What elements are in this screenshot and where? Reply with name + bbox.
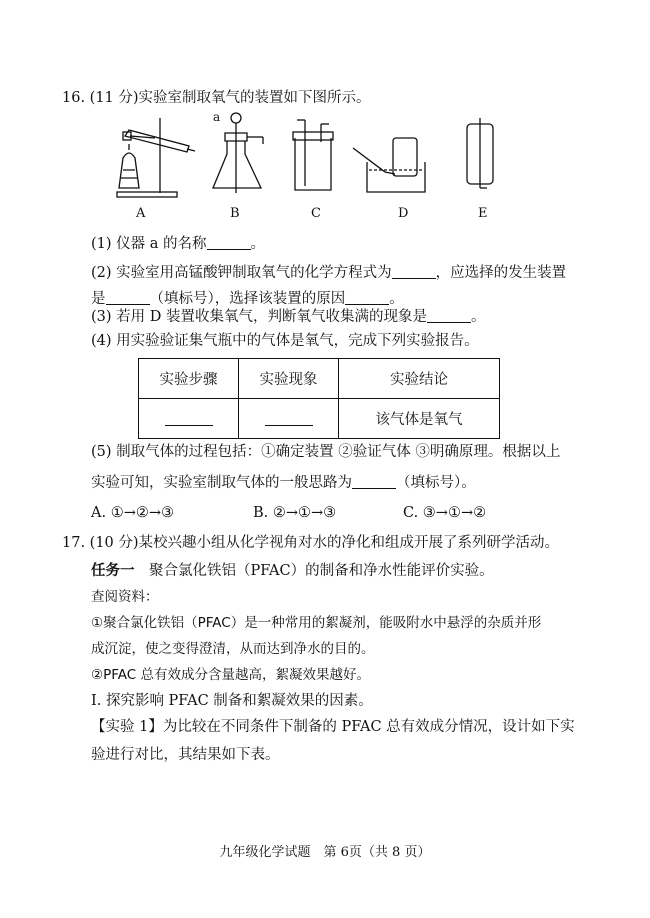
- apparatus-diagram: [95, 108, 515, 228]
- answer-blank[interactable]: [265, 409, 313, 426]
- option-c: C. ③→①→②: [403, 505, 487, 521]
- task-title: 聚合氯化铁铝（PFAC）的制备和净水性能评价实验。: [149, 563, 494, 579]
- label-d: D: [398, 206, 409, 221]
- answer-blank[interactable]: [345, 288, 389, 305]
- experiment-1: 【实验 1】为比较在不同条件下制备的 PFAC 总有效成分情况，设计如下实: [91, 719, 575, 735]
- q16-part5: (5) 制取气体的过程包括：①确定装置 ②验证气体 ③明确原理。根据以上: [91, 444, 561, 460]
- table-header: 实验现象: [239, 359, 339, 399]
- table-cell: [139, 399, 239, 439]
- answer-blank[interactable]: [352, 472, 396, 489]
- answer-blank[interactable]: [207, 233, 251, 250]
- answer-blank[interactable]: [165, 409, 213, 426]
- reference-item-1: ①聚合氯化铁铝（PFAC）是一种常用的絮凝剂，能吸附水中悬浮的杂质并形: [91, 615, 542, 631]
- option-a: A. ①→②→③: [91, 505, 174, 521]
- table-row: [139, 399, 500, 439]
- q17-header: 17. (10 分)某校兴趣小组从化学视角对水的净化和组成开展了系列研学活动。: [62, 535, 560, 551]
- answer-blank[interactable]: [427, 306, 471, 323]
- answer-blank[interactable]: [106, 288, 150, 305]
- q16-part2-cont: 是 （填标号），选择该装置的原因 。: [91, 288, 404, 309]
- table-cell: [239, 399, 339, 439]
- reference-title: 查阅资料：: [91, 589, 159, 605]
- section-one: I. 探究影响 PFAC 制备和絮凝效果的因素。: [91, 693, 373, 709]
- apparatus-e-icon: [467, 118, 493, 188]
- experiment-1-cont: 验进行对比，其结果如下表。: [91, 747, 280, 763]
- q16-header: 16. (11 分)实验室制取氧气的装置如下图所示。: [62, 90, 371, 106]
- q16-part4: (4) 用实验验证集气瓶中的气体是氧气，完成下列实验报告。: [91, 333, 479, 349]
- task-label: 任务一: [91, 562, 135, 579]
- apparatus-b-icon: [213, 113, 263, 193]
- table-header: 实验步骤: [139, 359, 239, 399]
- q16-part3: (3) 若用 D 装置收集氧气，判断氧气收集满的现象是 。: [91, 306, 486, 327]
- option-b: B. ②→①→③: [253, 505, 337, 521]
- apparatus-d-icon: [353, 138, 425, 192]
- task-one: [91, 561, 494, 581]
- table-header-row: [139, 359, 500, 399]
- label-a: A: [136, 206, 146, 221]
- apparatus-a-icon: [117, 118, 195, 197]
- q16-part2: (2) 实验室用高锰酸钾制取氧气的化学方程式为 ，应选择的发生装置: [91, 262, 566, 283]
- q16-part1: (1) 仪器 a 的名称 。: [91, 233, 265, 254]
- label-b: B: [230, 206, 240, 221]
- page-footer: 九年级化学试题 第 6页（共 8 页）: [219, 845, 431, 860]
- reference-item-2: ②PFAC 总有效成分含量越高，絮凝效果越好。: [91, 667, 370, 683]
- experiment-report-table: [138, 358, 500, 439]
- q16-part5-cont: 实验可知，实验室制取气体的一般思路为 （填标号）。: [91, 472, 476, 493]
- label-c: C: [311, 206, 321, 221]
- instrument-a-label: a: [213, 110, 221, 124]
- answer-blank[interactable]: [392, 262, 436, 279]
- table-cell: 该气体是氧气: [339, 399, 500, 439]
- apparatus-c-icon: [293, 120, 333, 190]
- reference-item-1-cont: 成沉淀，使之变得澄清，从而达到净水的目的。: [91, 641, 375, 657]
- table-header: 实验结论: [339, 359, 500, 399]
- label-e: E: [478, 206, 488, 221]
